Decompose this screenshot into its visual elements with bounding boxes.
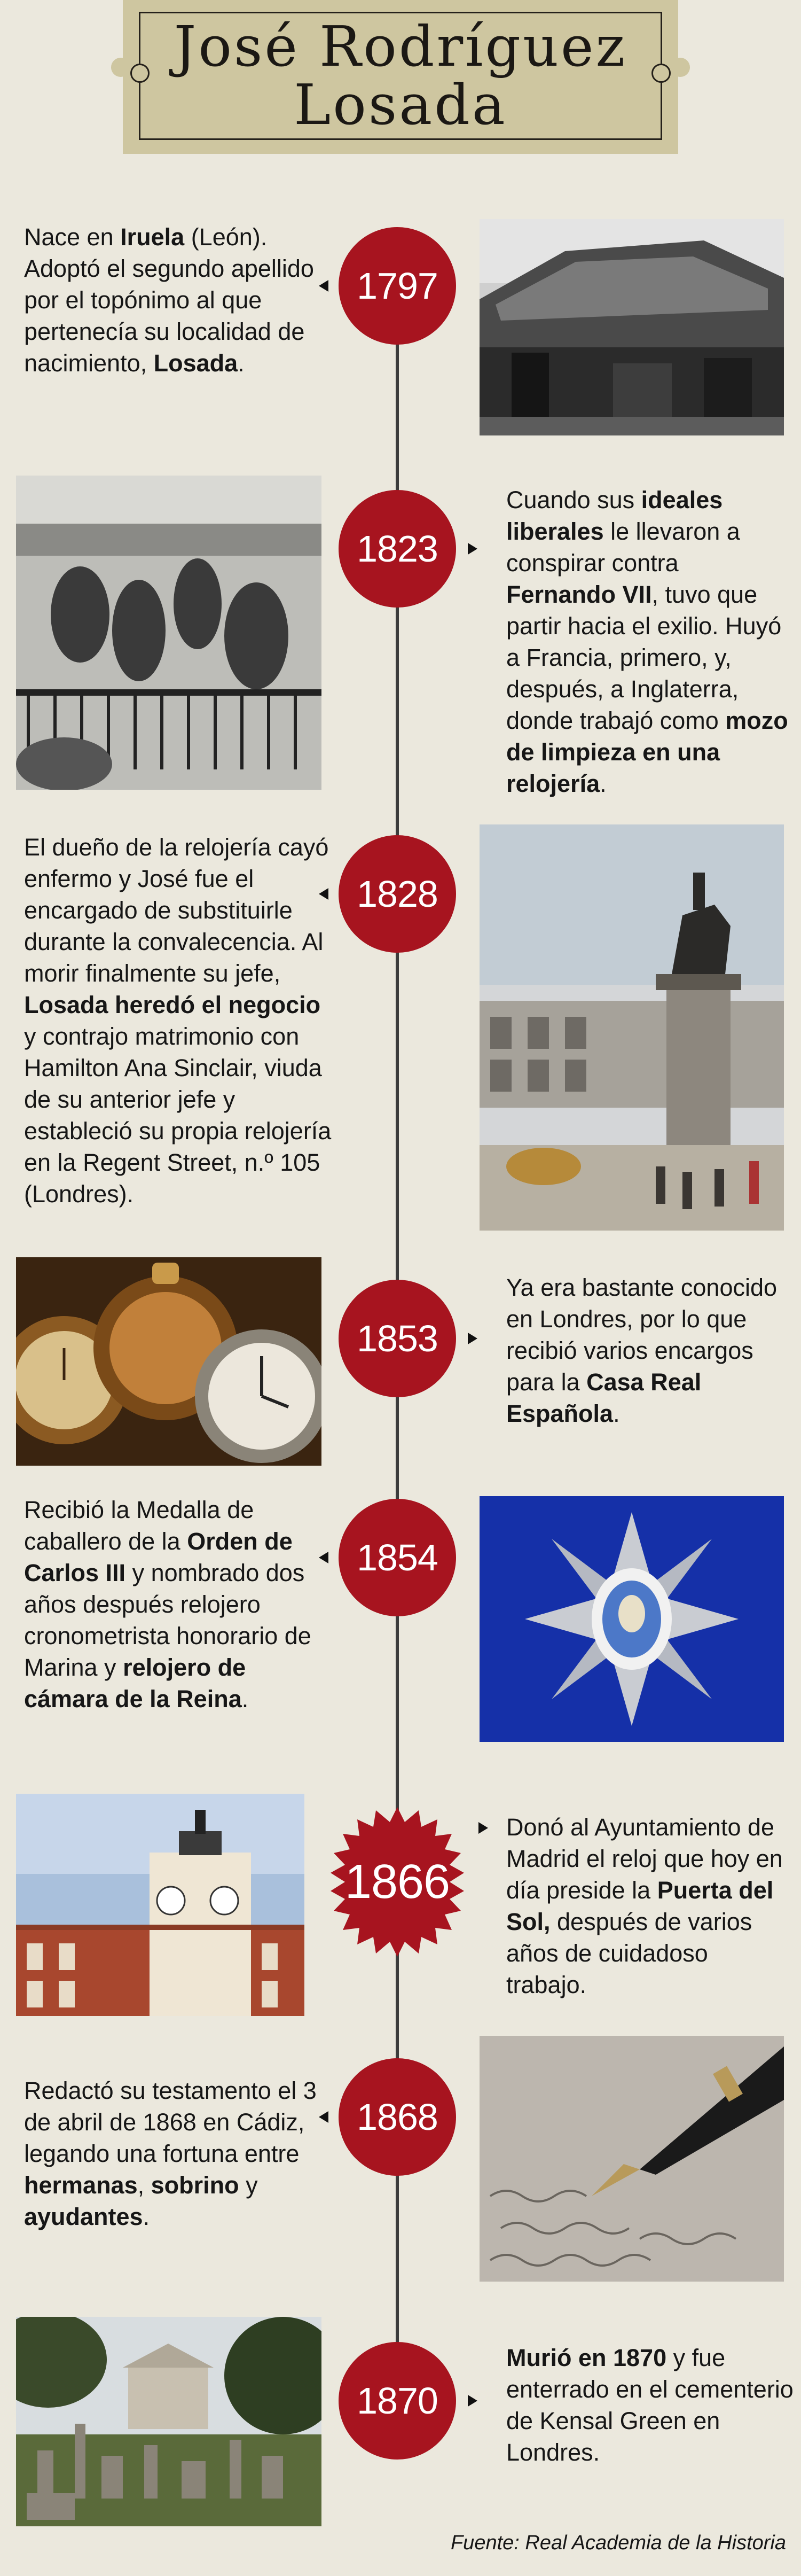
event-text-bold: Losada heredó el negocio <box>24 991 321 1018</box>
event-text-segment: Nace en <box>24 223 121 251</box>
order-medal-photo <box>480 1496 784 1742</box>
event-text-bold: Iruela <box>120 223 185 251</box>
event-text-segment: y fue enterrado en el cementerio de Kensal Green en Londres. <box>506 2344 794 2466</box>
title-line-1: José Rodríguez <box>174 13 627 79</box>
fountain-pen-photo <box>480 2036 784 2282</box>
event-text-bold: Fernando VII <box>506 581 652 608</box>
uprising-engraving <box>16 476 321 790</box>
year-badge-1853: 1853 <box>339 1280 456 1397</box>
event-text-1854 <box>24 1494 323 1715</box>
event-text-1823 <box>506 484 795 799</box>
pocket-watches-photo <box>16 1257 321 1466</box>
title-frame <box>139 12 662 140</box>
event-text-bold: Puerta del Sol, <box>506 1877 774 1935</box>
event-text-segment: y nombrado dos años después relojero cronometrista honorario de Marina y <box>24 1559 311 1681</box>
event-text-segment: Recibió la Medalla de caballero de la <box>24 1496 254 1555</box>
clock-tower-photo <box>16 1794 304 2016</box>
event-text-1797 <box>24 221 323 379</box>
village-houses-photo <box>480 219 784 435</box>
event-text-bold: mozo de limpieza en una relojería <box>506 707 788 797</box>
title-line-2: Losada <box>294 72 507 137</box>
event-text-segment: (León). Adoptó el segundo apellido por el topónimo al que pertenecía su localidad de nacimiento, <box>24 223 314 377</box>
event-text-bold: Murió en 1870 <box>506 2344 667 2371</box>
event-text-segment: . <box>241 1685 249 1713</box>
event-text-segment: , <box>137 2172 151 2199</box>
arrow-right-icon <box>468 1333 477 1344</box>
event-text-segment: después de varios años de cuidadoso trabajo. <box>506 1908 752 1998</box>
event-text-segment: . <box>238 349 245 377</box>
title-banner <box>123 0 678 154</box>
event-text-bold: hermanas <box>24 2172 138 2199</box>
event-text-segment: y contrajo matrimonio con Hamilton Ana Sinclair, viuda de su anterior jefe y estableció su propia relojería en la Regent Street, n.º 105 (Londres). <box>24 1023 332 1208</box>
equestrian-statue-engraving <box>480 824 784 1231</box>
arrow-right-icon <box>478 1822 488 1834</box>
year-badge-1868: 1868 <box>339 2058 456 2176</box>
year-badge-1828: 1828 <box>339 835 456 953</box>
event-text-segment: Cuando sus <box>506 486 641 513</box>
year-label-1866: 1866 <box>344 1855 450 1909</box>
source-credit: Fuente: Real Academia de la Historia <box>450 2532 786 2554</box>
arrow-right-icon <box>468 2395 477 2407</box>
year-seal-1866 <box>323 1807 472 1957</box>
event-text-bold: Orden de Carlos III <box>24 1528 293 1586</box>
event-text-segment: Redactó su testamento el 3 de abril de 1868 en Cádiz, legando una fortuna entre <box>24 2077 317 2167</box>
event-text-1868 <box>24 2075 323 2232</box>
page-title <box>174 13 627 137</box>
cemetery-photo <box>16 2317 321 2526</box>
event-text-bold: ayudantes <box>24 2203 143 2230</box>
event-text-segment: Donó al Ayuntamiento de Madrid el reloj que hoy en día preside la <box>506 1814 783 1904</box>
event-text-segment: . <box>143 2203 150 2230</box>
event-text-1866 <box>506 1811 795 2001</box>
event-text-1853 <box>506 1272 795 1429</box>
year-badge-1797: 1797 <box>339 227 456 345</box>
event-text-segment: y <box>239 2172 258 2199</box>
year-badge-1870: 1870 <box>339 2342 456 2460</box>
event-text-segment: le llevaron a conspirar contra <box>506 518 740 577</box>
event-text-bold: ideales liberales <box>506 486 723 545</box>
year-badge-1823: 1823 <box>339 490 456 608</box>
event-text-bold: Casa Real Española <box>506 1368 702 1427</box>
event-text-segment: El dueño de la relojería cayó enfermo y José fue el encargado de substituirle durante la convalecencia. Al morir finalmente su jefe, <box>24 834 329 987</box>
event-text-segment: . <box>613 1400 620 1427</box>
event-text-bold: sobrino <box>151 2172 239 2199</box>
event-text-segment: , tuvo que partir hacia el exilio. Huyó a Francia, primero, y, después, a Inglaterra, donde trabajó como <box>506 581 782 734</box>
event-text-bold: Losada <box>153 349 238 377</box>
event-text-bold: relojero de cámara de la Reina <box>24 1654 246 1713</box>
event-text-segment: Ya era bastante conocido en Londres, por lo que recibió varios encargos para la <box>506 1274 778 1396</box>
arrow-right-icon <box>468 543 477 555</box>
event-text-1870 <box>506 2342 795 2468</box>
event-text-segment: . <box>600 770 607 797</box>
event-text-1828 <box>24 831 339 1210</box>
year-badge-1854: 1854 <box>339 1499 456 1616</box>
